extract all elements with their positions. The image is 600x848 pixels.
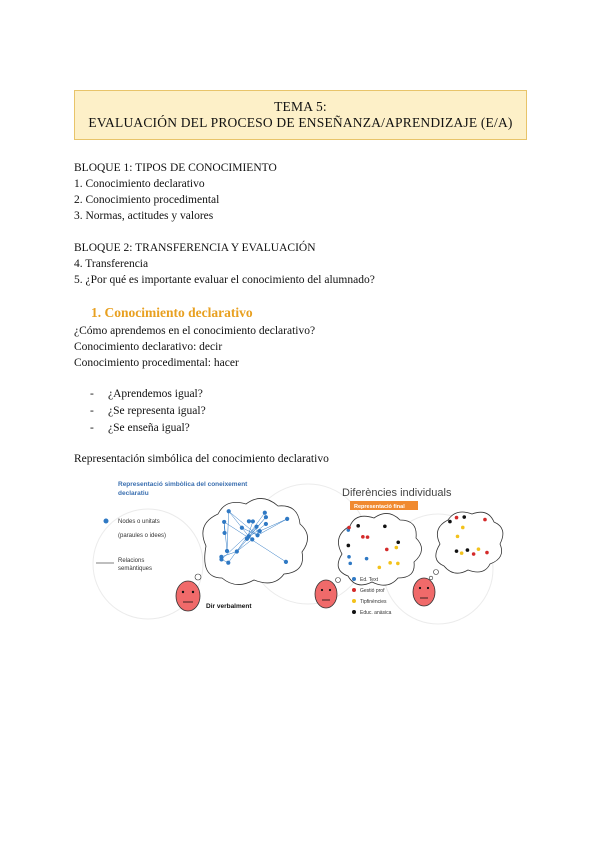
knowledge-node [365,557,369,561]
knowledge-node [223,531,227,535]
title-line-1: TEMA 5: [274,99,327,114]
knowledge-figure [88,474,508,634]
knowledge-node [284,560,288,564]
bloque-2 [74,240,375,288]
head-icon [176,581,200,611]
knowledge-node [395,546,399,550]
knowledge-node [348,562,352,566]
thought-cloud-left [190,498,308,586]
knowledge-node [477,547,481,551]
bloque-1-item: 3. Normas, actitudes y valores [74,210,214,222]
knowledge-node [356,524,360,528]
knowledge-node [396,562,400,566]
head-icon [413,578,435,606]
svg-text:(paraules o idees): (paraules o idees) [118,533,167,539]
bloque-2-item: 4. Transferencia [74,258,149,270]
knowledge-node [472,552,476,556]
knowledge-node [347,555,351,559]
svg-text:Representació final: Representació final [354,504,405,510]
knowledge-node [366,535,370,539]
knowledge-node [460,551,464,555]
bullet-item: - ¿Aprendemos igual? [90,388,203,400]
knowledge-node [347,526,351,530]
knowledge-node [455,516,459,520]
figure-caption: Representación simbólica del conocimiento declarativo [74,453,329,465]
knowledge-node [235,550,239,554]
left-figure-title: Representació simbòlica del coneixement [118,481,248,488]
bloque-1-heading: BLOQUE 1: TIPOS DE CONOCIMIENTO [74,162,277,174]
question-line: ¿Cómo aprendemos en el conocimiento declarativo? [74,325,316,337]
bloque-1 [74,160,277,224]
svg-text:declaratiu: declaratiu [118,490,149,497]
knowledge-node [361,535,365,539]
dir-verbalment-label: Dir verbalment [206,603,252,610]
knowledge-node [455,549,459,553]
knowledge-node [240,526,244,530]
svg-text:Tipfinències: Tipfinències [360,599,387,605]
declarativo-line: Conocimiento declarativo: decir [74,341,223,353]
knowledge-node [245,537,249,541]
title-line-2: EVALUACIÓN DEL PROCESO DE ENSEÑANZA/APRENDIZAJE (E/A) [88,115,513,130]
knowledge-node [220,558,224,562]
knowledge-node [462,515,466,519]
knowledge-node [251,520,255,524]
node-legend-icon [104,519,109,524]
knowledge-node [448,520,452,524]
bloque-1-item: 2. Conocimiento procedimental [74,194,220,206]
knowledge-node [385,548,389,552]
bloque-2-heading: BLOQUE 2: TRANSFERENCIA Y EVALUACIÓN [74,242,316,254]
procedimental-line: Conocimiento procedimental: hacer [74,357,239,369]
head-icon [315,580,337,608]
knowledge-node [485,551,489,555]
knowledge-node [466,548,470,552]
thought-cloud-right [429,512,503,580]
knowledge-node [264,515,268,519]
knowledge-node [456,535,460,539]
knowledge-node [285,517,289,521]
svg-text:semàntiques: semàntiques [118,566,153,572]
bloque-2-item: 5. ¿Por qué es importante evaluar el conocimiento del alumnado? [74,274,375,286]
right-figure-title: Diferències individuals [342,487,452,499]
knowledge-node [227,509,231,513]
title-box [74,90,527,140]
knowledge-node [258,529,262,533]
svg-text:Relacions: Relacions [118,558,145,564]
knowledge-node [378,566,382,570]
bullet-item: - ¿Se enseña igual? [90,422,190,434]
svg-text:Ed. Text: Ed. Text [360,577,378,583]
section-1-lines [74,323,315,371]
svg-text:Nodes o unitats: Nodes o unitats [118,519,160,525]
knowledge-node [255,525,259,529]
svg-text:Educ. anàsica: Educ. anàsica [360,610,392,616]
knowledge-node [247,519,251,523]
bloque-1-item: 1. Conocimiento declarativo [74,178,205,190]
svg-text:Gestió prof: Gestió prof [360,588,385,594]
knowledge-node [250,538,254,542]
knowledge-node [347,544,351,548]
knowledge-node [263,511,267,515]
knowledge-node [396,540,400,544]
question-bullets [90,386,206,437]
knowledge-node [256,533,260,537]
knowledge-node [483,518,487,522]
knowledge-node [388,561,392,565]
knowledge-node [225,549,229,553]
knowledge-node [226,561,230,565]
bullet-item: - ¿Se representa igual? [90,405,206,417]
knowledge-node [222,520,226,524]
section-1-heading: 1. Conocimiento declarativo [91,305,253,320]
knowledge-node [461,526,465,530]
knowledge-node [264,522,268,526]
knowledge-node [383,525,387,529]
